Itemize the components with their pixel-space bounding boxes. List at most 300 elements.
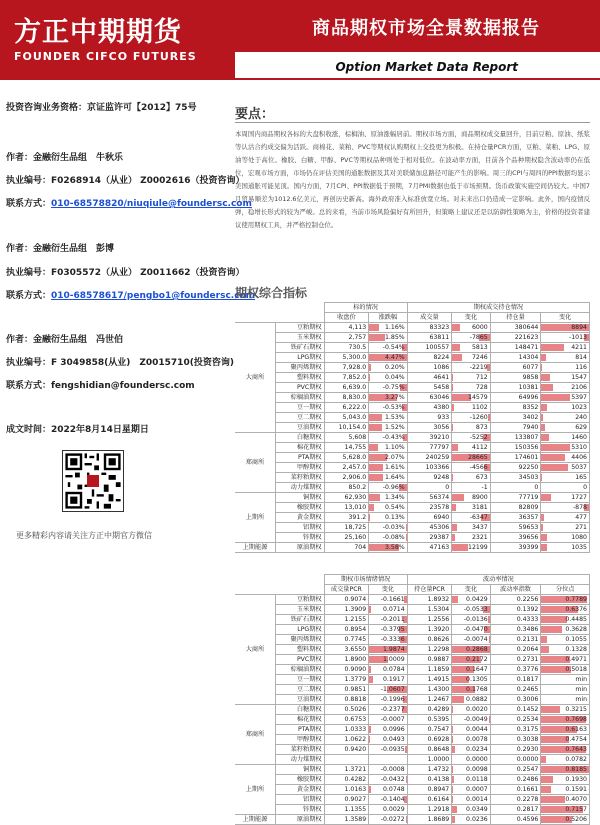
option-name: 黄金期权 [276,785,325,795]
cell-chg [369,543,407,553]
data-bar [369,666,370,673]
data-bar [488,414,490,421]
cell-value: min [575,696,587,703]
data-bar [452,726,453,733]
cell-oi_chg [541,463,590,473]
cell-value: 28665 [468,454,488,461]
cell-v2 [369,735,407,745]
exchange-label: 上期所 [235,493,276,543]
cell-value: -0.75% [383,384,405,391]
exchange-label: 郑商所 [235,705,276,765]
cell-value: 1.85% [385,334,405,341]
cell-value: -0.1661 [381,596,405,603]
cell-oi: 7940 [490,423,541,433]
option-name: PTA期权 [276,453,325,463]
cell-chg [369,473,407,483]
cell-oi_chg [541,513,590,523]
cell-value: 1460 [571,434,587,441]
cell-v2 [369,805,407,815]
table-row [235,393,590,403]
table-row [235,363,590,373]
column-header: 波动率指数 [490,585,541,595]
option-name: LPG期权 [276,625,325,635]
option-name: PVC期权 [276,383,325,393]
data-bar [452,474,453,481]
data-bar [541,514,544,521]
table-row [235,815,590,825]
cell-vol: 23578 [407,503,452,513]
qualification-text: 投资咨询业务资格：京证监许可【2012】75号 [6,100,197,113]
contact-1-label: 联系方式： [6,199,51,209]
cell-value: -1 [482,484,488,491]
table-row [235,383,590,393]
cell-value: 0.0098 [466,766,488,773]
cell-oi_chg [541,343,590,353]
column-header: 持仓量PCR [407,585,452,595]
data-bar [452,384,453,391]
data-bar [369,364,371,371]
cell-value: 0.3628 [565,626,587,633]
table-row [235,373,590,383]
cell-oi: 8352 [490,403,541,413]
table-row [235,755,590,765]
group-header: 期权成交持仓情况 [407,303,589,313]
cell-value: 1080 [571,534,587,541]
cell-value: -0.0074 [464,636,488,643]
cell-oi_chg [541,323,590,333]
table-row [235,605,590,615]
cell-value: 165 [575,474,587,481]
cell-v6 [541,785,590,795]
cell-chg [369,463,407,473]
wechat-qr-code [62,450,124,512]
cell-v2 [369,625,407,635]
option-name: 棕榈油期权 [276,393,325,403]
cell-oi_chg [541,433,590,443]
cell-vol: 29387 [407,533,452,543]
cell-vol_chg [452,363,490,373]
cell-oi: 14304 [490,353,541,363]
cell-value: 0.1305 [466,676,488,683]
data-bar [452,696,464,703]
cell-v3: 0.9887 [407,655,452,665]
cell-vol: 4380 [407,403,452,413]
cell-v3: 1.2467 [407,695,452,705]
cell-value: 0.0784 [383,666,405,673]
cell-v1: 0.9074 [324,595,369,605]
table-row [235,333,590,343]
cell-value: 0.1930 [565,776,587,783]
option-name: 锌期权 [276,533,325,543]
table-row [235,413,590,423]
cell-value: -1.0607 [381,686,405,693]
logo-text-cn: 方正中期期货 [14,10,182,49]
option-name: 菜籽粕期权 [276,473,325,483]
cell-vol_chg [452,403,490,413]
column-header: 变化 [452,585,490,595]
cell-v2 [369,715,407,725]
data-bar [406,776,407,783]
cell-oi_chg [541,403,590,413]
key-points-title: 要点： [235,103,274,122]
cell-v2 [369,755,407,765]
cell-value: 1.53% [385,414,405,421]
cell-value: 477 [575,514,587,521]
cell-close: 6,639.0 [324,383,369,393]
cell-value: 0.0782 [565,756,587,763]
cell-v6 [541,635,590,645]
column-header: 持仓量 [490,313,541,323]
cell-v3: 0.5395 [407,715,452,725]
data-bar [369,444,378,451]
data-bar [541,646,549,653]
column-header: 变化 [369,585,407,595]
cell-oi_chg [541,423,590,433]
cell-v1: 0.8818 [324,695,369,705]
cell-value: -4566 [470,464,488,471]
cell-v4 [452,715,490,725]
cell-value: -0.1996 [381,696,405,703]
cell-value: 3181 [472,504,488,511]
cell-v1: 1.8900 [324,655,369,665]
header-blank [235,585,324,595]
data-bar [541,494,550,501]
cell-v3: 1.0000 [407,755,452,765]
data-bar [369,414,382,421]
cell-value: 5037 [571,464,587,471]
option-name: 原油期权 [276,543,325,553]
table-row [235,775,590,785]
cell-value: 2.07% [385,454,405,461]
cell-oi: 6077 [490,363,541,373]
author-3: 作者：金融衍生品组 冯世伯 [6,332,123,345]
cell-value: 0.7698 [565,716,587,723]
cell-value: 1.9874 [383,646,405,653]
cell-value: 0.04% [385,374,405,381]
cell-v1: 0.6753 [324,715,369,725]
cell-value: -7865 [470,334,488,341]
option-name: 锌期权 [276,805,325,815]
cell-value: 0.4754 [565,736,587,743]
contact-2 [6,288,255,301]
option-name: 玉米期权 [276,333,325,343]
cell-oi_chg [541,353,590,363]
cell-value: 814 [575,354,587,361]
cell-v1: 1.3721 [324,765,369,775]
column-header: 收盘价 [324,313,369,323]
cell-vol: 0 [407,483,452,493]
cell-v4 [452,665,490,675]
data-bar [369,514,370,521]
cell-v2 [369,775,407,785]
option-name: 白糖期权 [276,433,325,443]
cell-value: 0.0236 [466,816,488,823]
cell-v6 [541,815,590,825]
cell-vol: 6940 [407,513,452,523]
cell-v4 [452,805,490,815]
cell-v3: 1.1859 [407,665,452,675]
table-row [235,513,590,523]
cell-v1: 3.6550 [324,645,369,655]
cell-oi_chg [541,393,590,403]
cell-v4 [452,725,490,735]
cell-close: 730.5 [324,343,369,353]
cell-value: 0.5206 [565,816,587,823]
cell-v3: 0.6164 [407,795,452,805]
option-name: 菜籽粕期权 [276,745,325,755]
data-bar [452,374,453,381]
cell-v6 [541,735,590,745]
cell-oi: 150356 [490,443,541,453]
cell-value: 5397 [571,394,587,401]
option-name: 豆粕期权 [276,595,325,605]
cell-chg [369,343,407,353]
cell-v4 [452,755,490,765]
cell-v5: 0.2131 [490,635,541,645]
data-bar [369,464,383,471]
cell-v3: 0.8626 [407,635,452,645]
cell-chg [369,523,407,533]
cell-chg [369,373,407,383]
data-bar [369,334,385,341]
cell-oi: 221623 [490,333,541,343]
cell-value: 4112 [472,444,488,451]
table-row [235,675,590,685]
table-row [235,725,590,735]
cell-close: 10,154.0 [324,423,369,433]
cell-value: 0.0429 [466,596,488,603]
cell-value: -0.0470 [464,626,488,633]
cell-chg [369,323,407,333]
cell-v5: 0.2465 [490,685,541,695]
cell-oi: 39399 [490,543,541,553]
cell-value: 0.0014 [466,796,488,803]
cell-v2 [369,785,407,795]
data-bar [452,534,455,541]
cell-v1: 0.8954 [324,625,369,635]
cell-value: 0.6163 [565,726,587,733]
cell-value: -0.0432 [381,776,405,783]
cell-oi: 133807 [490,433,541,443]
cell-v6 [541,615,590,625]
cell-close: 391.2 [324,513,369,523]
data-bar [452,544,468,551]
option-name: 原油期权 [276,815,325,825]
data-bar [406,816,407,823]
cell-value: 0.54% [385,504,405,511]
cell-value: 0.2868 [466,646,488,653]
cell-chg [369,433,407,443]
data-bar [369,726,371,733]
cell-value: -0.0272 [381,816,405,823]
cell-oi: 34503 [490,473,541,483]
cell-close: 5,300.0 [324,353,369,363]
option-name: 铜期权 [276,765,325,775]
data-bar [541,404,546,411]
cell-chg [369,353,407,363]
cell-oi_chg [541,483,590,493]
cell-value: 1.34% [385,494,405,501]
cell-value: 116 [575,364,587,371]
cell-v2 [369,745,407,755]
cell-oi_chg [541,443,590,453]
data-bar [452,444,457,451]
table-row [235,635,590,645]
data-bar [452,344,460,351]
logo-text-en: FOUNDER CIFCO FUTURES [14,50,197,63]
exchange-label: 郑商所 [235,433,276,493]
exchange-label: 大商所 [235,323,276,433]
cell-oi_chg [541,373,590,383]
cell-v3: 1.2556 [407,615,452,625]
data-bar [369,494,380,501]
cell-close: 14,755 [324,443,369,453]
report-title: 商品期权市场全景数据报告 [312,14,540,40]
cell-value: 8894 [571,324,587,331]
cell-vol_chg [452,433,490,443]
cell-close: 5,043.0 [324,413,369,423]
cell-v6 [541,805,590,815]
cell-vol_chg [452,373,490,383]
group-header: 波动率情况 [407,575,589,585]
cell-close: 25,160 [324,533,369,543]
data-bar [541,776,552,783]
option-name: 铜期权 [276,493,325,503]
option-name: PTA期权 [276,725,325,735]
cell-close: 7,852.0 [324,373,369,383]
option-name: 铝期权 [276,795,325,805]
data-bar [541,394,570,401]
cell-close: 704 [324,543,369,553]
option-name: 铁矿石期权 [276,343,325,353]
cell-v3: 1.4915 [407,675,452,685]
header-row-groups [235,303,590,313]
data-bar [541,424,544,431]
cell-v4 [452,625,490,635]
cell-value: 0.7157 [565,806,587,813]
cell-chg [369,363,407,373]
cell-value: 0.0118 [466,776,488,783]
data-bar [369,736,370,743]
cell-v5: 0.1817 [490,675,541,685]
exchange-label: 大商所 [235,595,276,705]
cell-v6 [541,745,590,755]
cell-value: 0.20% [385,364,405,371]
table-row [235,443,590,453]
cell-oi: 39656 [490,533,541,543]
cell-chg [369,533,407,543]
cell-value: -0.0007 [381,716,405,723]
cell-value: 0.6376 [565,606,587,613]
cell-value: -0.96% [383,484,405,491]
cell-v5: 0.1392 [490,605,541,615]
exchange-label: 上期所 [235,765,276,815]
cell-v5: 0.2547 [490,765,541,775]
data-bar [541,786,550,793]
cell-v4 [452,655,490,665]
cell-oi: 82809 [490,503,541,513]
data-bar [541,534,547,541]
cell-value: 0.3215 [565,706,587,713]
data-bar [452,736,453,743]
cell-value: 5813 [472,344,488,351]
cell-value: 1.61% [385,464,405,471]
section-title: 期权综合指标 [235,284,307,301]
data-bar [452,424,453,431]
cell-vol: 4641 [407,373,452,383]
data-bar [452,494,464,501]
cell-value: 8900 [472,494,488,501]
cell-v2 [369,615,407,625]
cell-value: 0.7643 [565,746,587,753]
table-row [235,645,590,655]
cell-value: 0.0078 [466,736,488,743]
option-name: 豆二期权 [276,685,325,695]
cell-v2 [369,695,407,705]
contact-2-link[interactable]: 010-68578617/pengbo1@foundersc.com [51,291,255,301]
qr-caption: 更多精彩内容请关注方正中期官方微信 [16,530,152,541]
cell-value: min [575,686,587,693]
cell-v2 [369,705,407,715]
cell-v1: 1.2155 [324,615,369,625]
cell-vol_chg [452,483,490,493]
cell-value: 0.0234 [466,746,488,753]
cell-chg [369,383,407,393]
data-bar [541,384,552,391]
cell-v4 [452,815,490,825]
cell-value: -0.43% [383,434,405,441]
cell-v3: 1.4300 [407,685,452,695]
cell-v5: 0.2486 [490,775,541,785]
cell-value: -0.1404 [381,796,405,803]
column-header: 变化 [452,313,490,323]
data-bar [369,676,373,683]
cell-v2 [369,765,407,775]
cell-v1: 1.0622 [324,735,369,745]
cell-v5: 0.2534 [490,715,541,725]
column-header: 变化 [541,313,590,323]
cell-v1: 0.9090 [324,665,369,675]
cell-value: 240 [575,414,587,421]
data-bar [369,324,379,331]
table-row [235,523,590,533]
cell-value: 1.16% [385,324,405,331]
data-bar [541,344,564,351]
cell-v4 [452,735,490,745]
cell-close: 5,608 [324,433,369,443]
header-divider [235,78,600,80]
cell-vol_chg [452,423,490,433]
data-bar [541,414,542,421]
cell-v1: 1.1355 [324,805,369,815]
cell-value: 0.1055 [565,636,587,643]
header-row-columns [235,313,590,323]
cell-close: 7,928.0 [324,363,369,373]
option-name: 豆一期权 [276,675,325,685]
cell-value: 0.0493 [383,736,405,743]
cell-value: -0.0049 [464,716,488,723]
cell-vol_chg [452,333,490,343]
table-row [235,323,590,333]
cell-vol: 63046 [407,393,452,403]
cell-value: 4.47% [385,354,405,361]
contact-1-link[interactable]: 010-68578820/niuqiule@foundersc.com [51,199,252,209]
table-row [235,595,590,605]
cell-v2 [369,635,407,645]
cell-value: 0.0044 [466,726,488,733]
cell-v1: 1.0163 [324,785,369,795]
option-name: 棉花期权 [276,443,325,453]
